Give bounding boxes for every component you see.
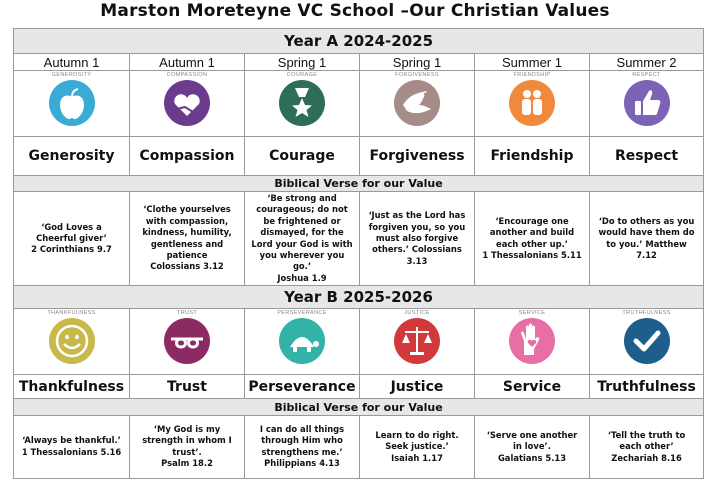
- term-label: Spring 1: [245, 54, 360, 70]
- value-name: Friendship: [475, 137, 590, 176]
- value-icon-cell: [245, 308, 360, 374]
- bible-verse: ‘Encourage one another and build each other up.’ 1 Thessalonians 5.11: [475, 192, 590, 286]
- year-b-name-row: [14, 374, 704, 398]
- icon-caption: FORGIVENESS: [395, 72, 439, 79]
- verse-header: Biblical Verse for our Value: [14, 175, 704, 191]
- year-a-icon-row: [14, 70, 704, 136]
- value-icon-cell: [130, 308, 245, 374]
- value-name: Compassion: [130, 137, 245, 176]
- medal-icon: [270, 71, 334, 131]
- value-icon-cell: [475, 70, 590, 136]
- year-a-name-row: [14, 137, 704, 176]
- bible-verse: ‘Do to others as you would have them do to you.’ Matthew 7.12: [590, 192, 704, 286]
- heart-hands-icon: [155, 71, 219, 131]
- year-b-heading: Year B 2025-2026: [14, 286, 704, 308]
- term-label: Autumn 1: [130, 54, 245, 70]
- friends-icon: [500, 71, 564, 131]
- value-icon-cell: [475, 308, 590, 374]
- value-name: Courage: [245, 137, 360, 176]
- icon-caption: SERVICE: [518, 310, 546, 317]
- icon-caption: JUSTICE: [404, 310, 430, 317]
- value-name: Justice: [360, 374, 475, 398]
- tortoise-icon: [270, 309, 334, 369]
- bible-verse: ‘Just as the Lord has forgiven you, so you must also forgive others.’ Colossians 3.13: [360, 192, 475, 286]
- bible-verse: ‘Be strong and courageous; do not be frightened or dismayed, for the Lord your God is with you wherever you go.’ Joshua 1.9: [245, 192, 360, 286]
- value-name: Perseverance: [245, 374, 360, 398]
- dove-icon: [385, 71, 449, 131]
- smiley-icon: [40, 309, 104, 369]
- icon-caption: THANKFULNESS: [47, 310, 96, 317]
- value-name: Service: [475, 374, 590, 398]
- icon-caption: GENEROSITY: [51, 72, 92, 79]
- bible-verse: ‘Always be thankful.’ 1 Thessalonians 5.16: [14, 415, 130, 478]
- term-label: Spring 1: [360, 54, 475, 70]
- bible-verse: I can do all things through Him who strengthens me.’ Philippians 4.13: [245, 415, 360, 478]
- term-label: Summer 2: [590, 54, 704, 70]
- value-name: Trust: [130, 374, 245, 398]
- values-table: [13, 28, 704, 479]
- bible-verse: ‘My God is my strength in whom I trust’. Psalm 18.2: [130, 415, 245, 478]
- bible-verse: ‘Clothe yourselves with compassion, kindness, humility, gentleness and patience Colossians 3.12: [130, 192, 245, 286]
- icon-caption: COURAGE: [286, 72, 318, 79]
- value-icon-cell: [590, 70, 704, 136]
- bible-verse: ‘Tell the truth to each other’ Zechariah 8.16: [590, 415, 704, 478]
- icon-caption: FRIENDSHIP: [513, 72, 551, 79]
- bible-verse: ‘Serve one another in love’. Galatians 5.13: [475, 415, 590, 478]
- value-name: Forgiveness: [360, 137, 475, 176]
- value-icon-cell: [130, 70, 245, 136]
- value-icon-cell: [360, 70, 475, 136]
- value-icon-cell: [245, 70, 360, 136]
- term-label: Autumn 1: [14, 54, 130, 70]
- value-icon-cell: [360, 308, 475, 374]
- term-label: Summer 1: [475, 54, 590, 70]
- bible-verse: ‘God Loves a Cheerful giver’ 2 Corinthians 9.7: [14, 192, 130, 286]
- bible-verse: Learn to do right. Seek justice.’ Isaiah 1.17: [360, 415, 475, 478]
- value-name: Thankfulness: [14, 374, 130, 398]
- scales-icon: [385, 309, 449, 369]
- value-icon-cell: [14, 308, 130, 374]
- year-a-verse-row: [14, 192, 704, 286]
- icon-caption: PERSEVERANCE: [277, 310, 327, 317]
- value-icon-cell: [590, 308, 704, 374]
- checkmark-icon: [615, 309, 679, 369]
- verse-header: Biblical Verse for our Value: [14, 399, 704, 415]
- value-icon-cell: [14, 70, 130, 136]
- icon-caption: TRUST: [176, 310, 198, 317]
- value-name: Truthfulness: [590, 374, 704, 398]
- apple-icon: [40, 71, 104, 131]
- icon-caption: RESPECT: [632, 72, 661, 79]
- page-title: Marston Moreteyne VC School –Our Christian Values: [100, 1, 610, 21]
- year-b-verse-row: [14, 415, 704, 478]
- knot-icon: [155, 309, 219, 369]
- icon-caption: TRUTHFULNESS: [622, 310, 671, 317]
- icon-caption: COMPASSION: [166, 72, 208, 79]
- helping-hand-icon: [500, 309, 564, 369]
- thumbs-up-icon: [615, 71, 679, 131]
- value-name: Respect: [590, 137, 704, 176]
- value-name: Generosity: [14, 137, 130, 176]
- year-a-heading: Year A 2024-2025: [14, 29, 704, 54]
- year-b-icon-row: [14, 308, 704, 374]
